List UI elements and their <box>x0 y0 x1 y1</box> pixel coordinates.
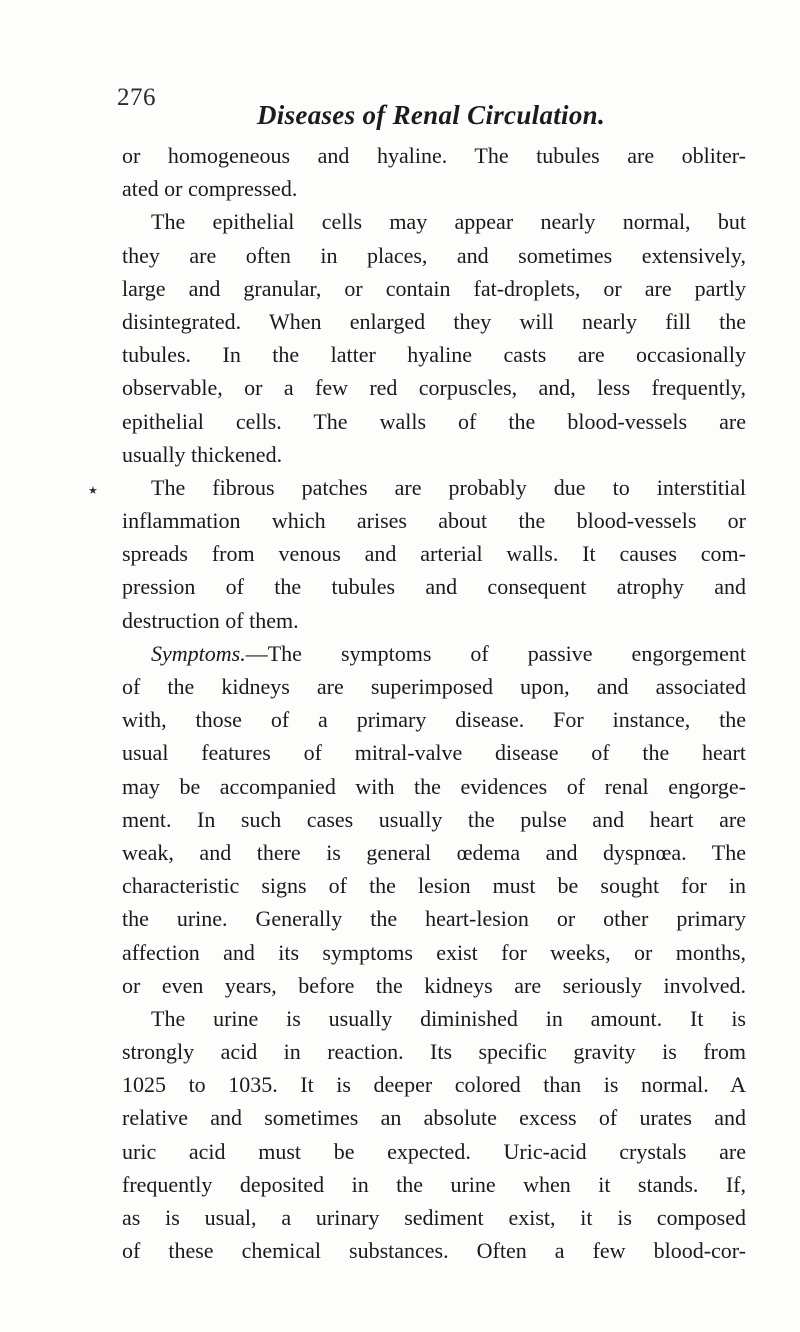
text-line: or even years, before the kidneys are seriously involved. <box>122 972 746 998</box>
text-line: spreads from venous and arterial walls. It causes com- <box>122 541 746 567</box>
text-line: large and granular, or contain fat-droplets, or are partly <box>122 275 746 301</box>
text-line: usually thickened. <box>122 441 283 467</box>
text-line: tubules. In the latter hyaline casts are occasionally <box>122 342 746 368</box>
margin-mark: ★ <box>88 485 98 497</box>
text-line: characteristic signs of the lesion must be sought for in <box>122 873 746 899</box>
text-line: may be accompanied with the evidences of renal engorge- <box>122 773 746 799</box>
running-title: Diseases of Renal Circulation. <box>257 100 606 130</box>
text-line: uric acid must be expected. Uric-acid crystals are <box>122 1138 746 1164</box>
text-line: relative and sometimes an absolute excess of urates and <box>122 1105 746 1131</box>
text-line: 1025 to 1035. It is deeper colored than is normal. A <box>122 1072 746 1098</box>
text-line: affection and its symptoms exist for weeks, or months, <box>122 939 746 965</box>
symptoms-line <box>122 637 746 670</box>
text-line: strongly acid in reaction. Its specific gravity is from <box>122 1039 746 1065</box>
text-line: pression of the tubules and consequent atrophy and <box>122 574 746 600</box>
text-line: destruction of them. <box>122 607 299 633</box>
symptoms-heading: Symptoms. <box>151 640 246 666</box>
text-line: frequently deposited in the urine when it stands. If, <box>122 1171 746 1197</box>
text-line: disintegrated. When enlarged they will nearly fill the <box>122 308 746 334</box>
body-text <box>122 139 746 1267</box>
page-number: 276 <box>117 84 156 111</box>
text-line: as is usual, a urinary sediment exist, it is composed <box>122 1205 746 1230</box>
text-line: the urine. Generally the heart-lesion or other primary <box>122 906 746 932</box>
running-head <box>117 84 760 138</box>
text-line: ment. In such cases usually the pulse and heart are <box>122 806 746 832</box>
text-line: of these chemical substances. Often a few blood-cor- <box>122 1238 746 1264</box>
text-line: epithelial cells. The walls of the blood-vessels are <box>122 408 746 434</box>
text-line: or homogeneous and hyaline. The tubules are obliter- <box>122 143 746 168</box>
text-line: they are often in places, and sometimes extensively, <box>122 242 746 268</box>
text-line: with, those of a primary disease. For instance, the <box>122 707 746 733</box>
text-line: inflammation which arises about the blood-vessels or <box>122 508 746 534</box>
text-line: The fibrous patches are probably due to interstitial <box>151 474 746 500</box>
text-line: The epithelial cells may appear nearly normal, but <box>151 209 746 235</box>
text-line: The urine is usually diminished in amount. It is <box>151 1005 746 1031</box>
text-line: observable, or a few red corpuscles, and, less frequently, <box>122 375 746 401</box>
text-line: ated or compressed. <box>122 176 298 202</box>
text-line: usual features of mitral-valve disease of the heart <box>122 740 746 766</box>
text-line: of the kidneys are superimposed upon, and associated <box>122 674 746 699</box>
text-line: weak, and there is general œdema and dyspnœa. The <box>122 839 746 865</box>
symptoms-text: —The symptoms of passive engorgement <box>245 640 746 666</box>
